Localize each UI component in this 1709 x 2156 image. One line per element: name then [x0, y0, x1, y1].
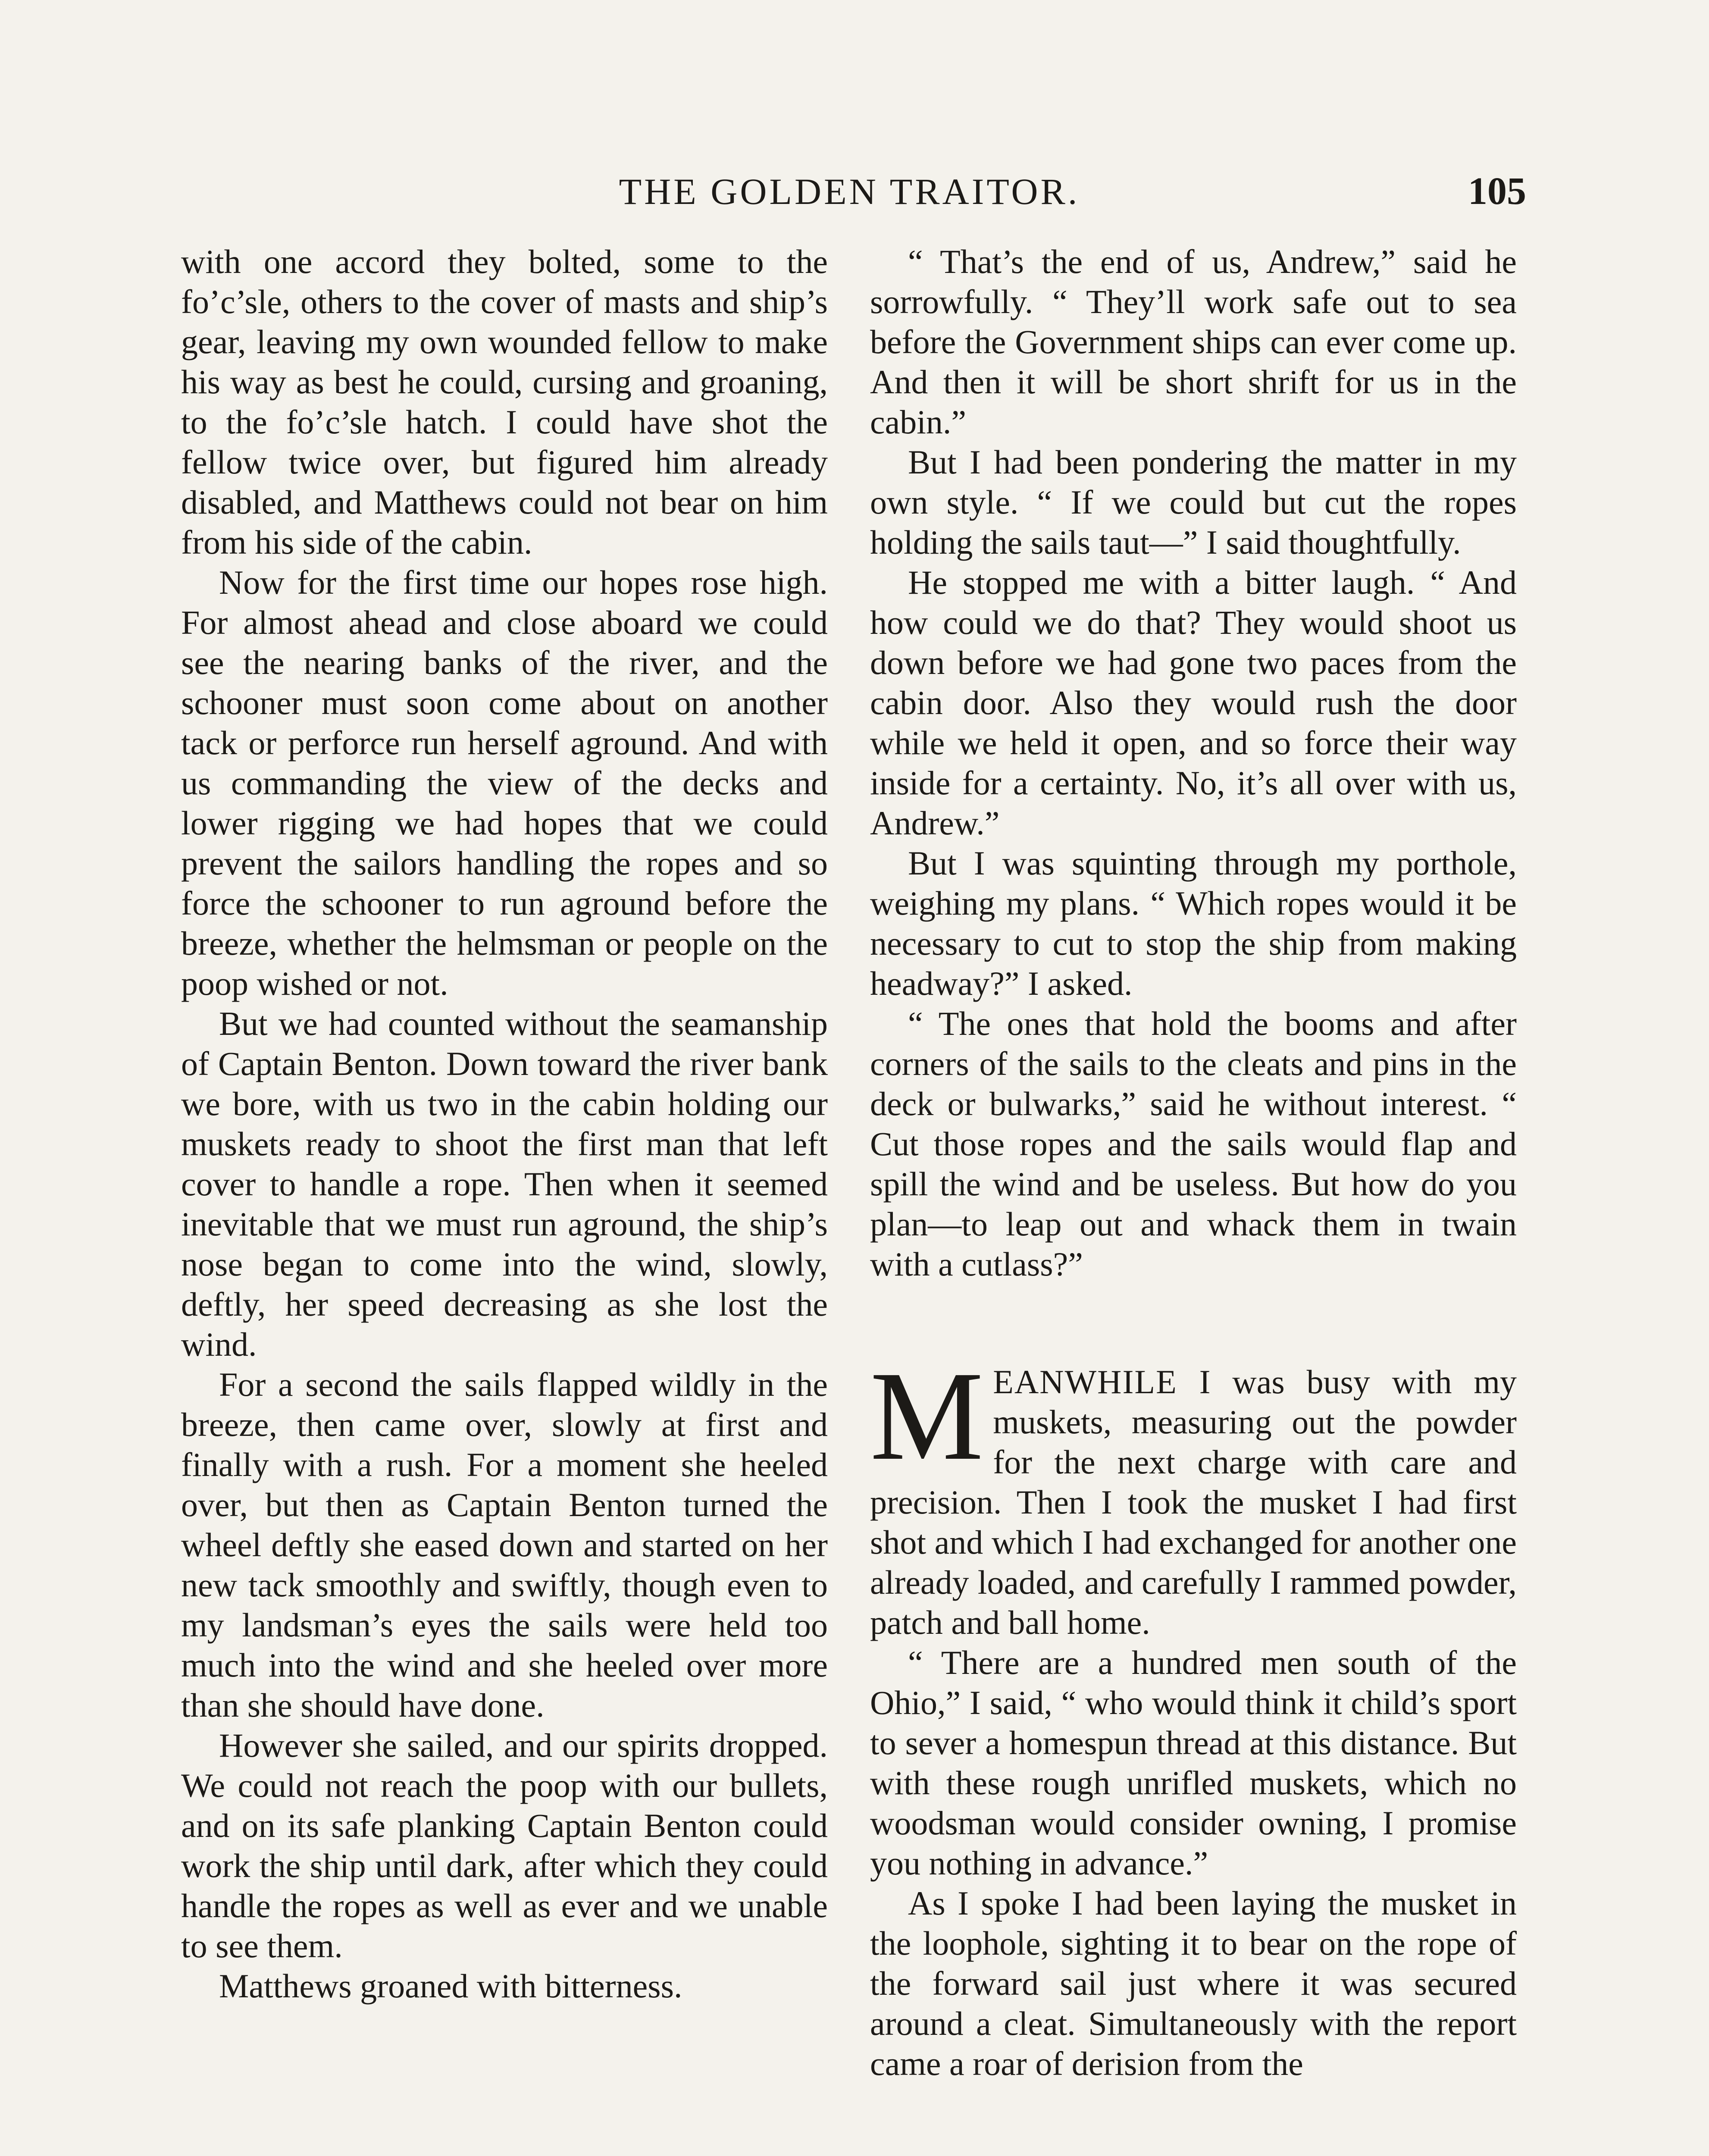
page-header — [172, 166, 1526, 217]
paragraph-text: I was busy with my muskets, measuring out the powder for the next charge with care and precision. Then I took the musket I had first shot and which I had exchanged for another one already loaded, and carefully I rammed powder, patch and ball home. — [870, 1363, 1517, 1641]
paragraph: “ The ones that hold the booms and after corners of the sails to the cleats and pins in the deck or bulwarks,” said he without interest. “ Cut those ropes and the sails would flap and spill the wind and be useless. But how do you plan—to leap out and whack them in twain with a cutlass?” — [870, 1005, 1517, 1283]
paragraph: However she sailed, and our spirits dropped. We could not reach the poop with our bullets, and on its safe planking Captain Benton could work the ship until dark, after which they could handle the ropes as well as ever and we unable to see them. — [181, 1727, 828, 1965]
paragraph: But I was squinting through my porthole, weighing my plans. “ Which ropes would it be necessary to cut to stop the ship from making headway?” I asked. — [870, 844, 1517, 1002]
page-number: 105 — [1468, 170, 1526, 213]
left-column — [181, 241, 828, 2006]
paragraph: But I had been pondering the matter in my own style. “ If we could but cut the ropes holding the sails taut—” I said thoughtfully. — [870, 443, 1517, 561]
section-opening-paragraph — [870, 1345, 1517, 1642]
paragraph: But we had counted without the seamanship of Captain Benton. Down toward the river bank we bore, with us two in the cabin holding our muskets ready to shoot the first man that left cover to handle a rope. Then when it seemed inevitable that we must run aground, the ship’s nose began to come into the wind, slowly, deftly, her speed decreasing as she lost the wind. — [181, 1005, 828, 1363]
paragraph: He stopped me with a bitter laugh. “ And how could we do that? They would shoot us down before we had gone two paces from the cabin door. Also they would rush the door while we held it open, and so force their way inside for a certainty. No, it’s all over with us, Andrew.” — [870, 564, 1517, 842]
paragraph: Now for the first time our hopes rose high. For almost ahead and close aboard we could see the nearing banks of the river, and the schooner must soon come about on another tack or perforce run herself aground. And with us commanding the view of the decks and lower rigging we had hopes that we could prevent the sailors handling the ropes and so force the schooner to run aground before the breeze, whether the helmsman or people on the poop wished or not. — [181, 564, 828, 1002]
right-column — [870, 241, 1517, 2084]
lead-in-word: EANWHILE — [993, 1363, 1177, 1401]
paragraph: Matthews groaned with bitterness. — [219, 1967, 682, 2005]
paragraph: “ That’s the end of us, Andrew,” said he sorrowfully. “ They’ll work safe out to sea before the Government ships can ever come up. And then it will be short shrift for us in the cabin.” — [870, 243, 1517, 441]
paragraph: As I spoke I had been laying the musket in the loophole, sighting it to bear on the rope of the forward sail just where it was secured around a cleat. Simultaneously with the report came a roar of derision from the — [870, 1884, 1517, 2082]
paragraph: “ There are a hundred men south of the Ohio,” I said, “ who would think it child’s sport to sever a homespun thread at this distance. But with these rough unrifled muskets, which no woodsman would consider owning, I promise you nothing in advance.” — [870, 1644, 1517, 1882]
running-title: THE GOLDEN TRAITOR. — [619, 171, 1080, 212]
paragraph: with one accord they bolted, some to the fo’c’sle, others to the cover of masts and ship’s gear, leaving my own wounded fellow to make his way as best he could, cursing and groaning, to the fo’c’sle hatch. I could have shot the fellow twice over, but figured him already disabled, and Matthews could not bear on him from his side of the cabin. — [181, 243, 828, 561]
drop-cap: M — [870, 1345, 984, 1487]
paragraph: For a second the sails flapped wildly in the breeze, then came over, slowly at first and finally with a rush. For a moment she heeled over, but then as Captain Benton turned the wheel deftly she eased down and started on her new tack smoothly and swiftly, though even to my landsman’s eyes the sails were held too much into the wind and she heeled over more than she should have done. — [181, 1366, 828, 1724]
